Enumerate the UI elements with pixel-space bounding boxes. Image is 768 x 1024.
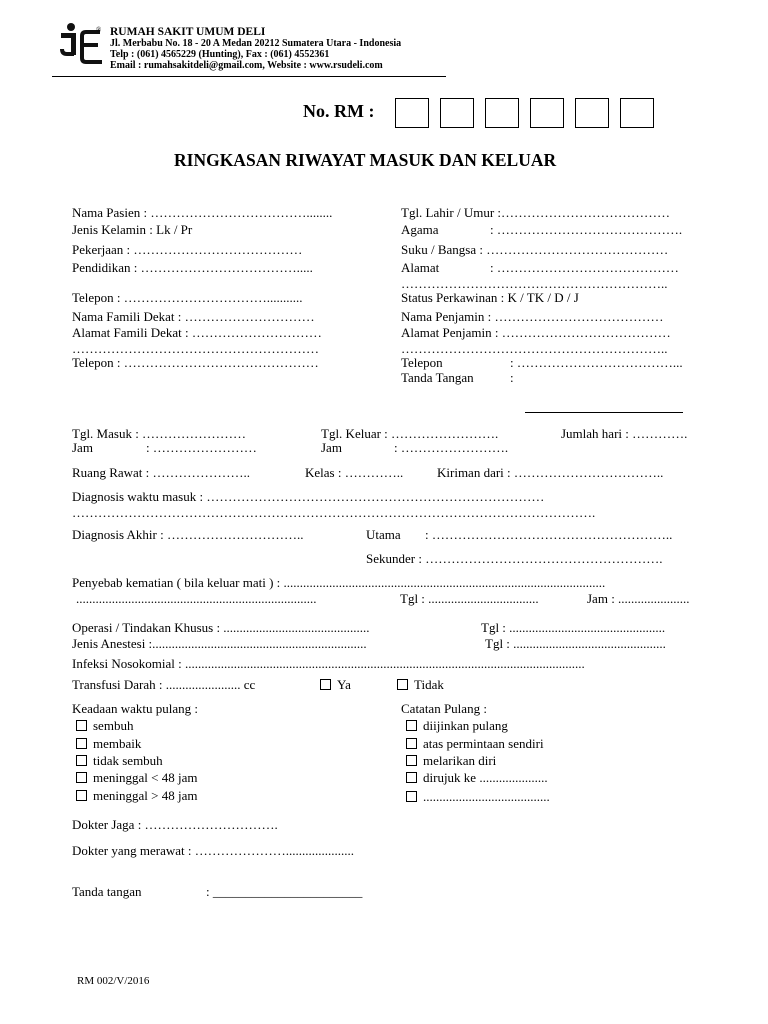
keadaan-option-meninggal-kurang[interactable]: meninggal < 48 jam bbox=[76, 770, 197, 785]
alamat-famili-cont[interactable]: ………………………………………………… bbox=[72, 341, 319, 356]
checkbox-icon[interactable] bbox=[76, 720, 87, 731]
catatan-option-diijinkan[interactable]: diijinkan pulang bbox=[406, 718, 508, 733]
checkbox-icon[interactable] bbox=[76, 772, 87, 783]
checkbox-icon[interactable] bbox=[76, 790, 87, 801]
dokter-merawat-field[interactable]: Dokter yang merawat : …………………..................... bbox=[72, 843, 354, 858]
anestesi-tgl-field[interactable]: Tgl : ............................................... bbox=[485, 636, 666, 651]
rm-digit-box-4[interactable] bbox=[530, 98, 564, 128]
checkbox-icon[interactable] bbox=[406, 738, 417, 749]
diagnosis-masuk-cont[interactable]: …………………………………………………………………………………………………………. bbox=[72, 505, 596, 520]
diagnosis-akhir-field[interactable]: Diagnosis Akhir : ………………………….. bbox=[72, 527, 304, 542]
tanda-tangan-penjamin-label: Tanda Tangan bbox=[401, 370, 474, 385]
penyebab-kematian-cont[interactable]: .......................................................................... bbox=[76, 591, 317, 606]
kelas-field[interactable]: Kelas : ………….. bbox=[305, 465, 404, 480]
dokter-jaga-field[interactable]: Dokter Jaga : …………………………. bbox=[72, 817, 278, 832]
pekerjaan-field[interactable]: Pekerjaan : ………………………………… bbox=[72, 242, 303, 257]
checkbox-icon[interactable] bbox=[406, 772, 417, 783]
checkbox-icon[interactable] bbox=[406, 791, 417, 802]
hospital-phone: Telp : (061) 4565229 (Hunting), Fax : (061) 4552361 bbox=[110, 49, 330, 60]
jam-keluar-label: Jam bbox=[321, 440, 342, 455]
keadaan-option-tidak-sembuh[interactable]: tidak sembuh bbox=[76, 753, 163, 768]
utama-label: Utama bbox=[366, 527, 401, 542]
alamat-penjamin-field[interactable]: Alamat Penjamin : ………………………………… bbox=[401, 325, 671, 340]
jenis-kelamin-field[interactable]: Jenis Kelamin : Lk / Pr bbox=[72, 222, 193, 237]
form-code: RM 002/V/2016 bbox=[77, 975, 150, 987]
rm-digit-box-2[interactable] bbox=[440, 98, 474, 128]
checkbox-icon[interactable] bbox=[406, 720, 417, 731]
agama-field[interactable]: : ……………………………………. bbox=[490, 222, 683, 237]
alamat-cont[interactable]: …………………………………………………….. bbox=[401, 276, 668, 291]
penyebab-kematian-field[interactable]: Penyebab kematian ( bila keluar mati ) : ................................................................................................... bbox=[72, 575, 606, 590]
nama-pasien-field[interactable]: Nama Pasien : ………………………………........ bbox=[72, 205, 333, 220]
jam-keluar-field[interactable]: : ……………………. bbox=[394, 440, 509, 455]
rm-digit-box-3[interactable] bbox=[485, 98, 519, 128]
catatan-pulang-title: Catatan Pulang : bbox=[401, 701, 487, 716]
nama-penjamin-field[interactable]: Nama Penjamin : ………………………………… bbox=[401, 309, 664, 324]
suku-field[interactable]: Suku / Bangsa : …………………………………… bbox=[401, 242, 669, 257]
infeksi-nosokomial-field[interactable]: Infeksi Nosokomial : ........................................................................................................................... bbox=[72, 656, 585, 671]
tgl-lahir-field[interactable]: Tgl. Lahir / Umur :………………………………… bbox=[401, 205, 671, 220]
tgl-masuk-field[interactable]: Tgl. Masuk : …………………… bbox=[72, 426, 247, 441]
transfusi-darah-field[interactable]: Transfusi Darah : ....................... cc bbox=[72, 677, 256, 692]
tanda-tangan-penjamin-colon: : bbox=[510, 370, 514, 385]
header-divider bbox=[52, 76, 446, 77]
catatan-option-melarikan[interactable]: melarikan diri bbox=[406, 753, 496, 768]
rm-digit-box-1[interactable] bbox=[395, 98, 429, 128]
tanda-tangan-label: Tanda tangan bbox=[72, 884, 142, 899]
form-title: RINGKASAN RIWAYAT MASUK DAN KELUAR bbox=[174, 150, 557, 170]
rm-digit-box-6[interactable] bbox=[620, 98, 654, 128]
operasi-field[interactable]: Operasi / Tindakan Khusus : ............................................. bbox=[72, 620, 370, 635]
hospital-name: RUMAH SAKIT UMUM DELI bbox=[110, 26, 266, 38]
rm-digit-box-5[interactable] bbox=[575, 98, 609, 128]
checkbox-icon[interactable] bbox=[76, 755, 87, 766]
keadaan-pulang-title: Keadaan waktu pulang : bbox=[72, 701, 198, 716]
catatan-option-lainnya[interactable]: ....................................... bbox=[406, 789, 550, 804]
transfusi-tidak-option[interactable] bbox=[397, 677, 444, 692]
jumlah-hari-field[interactable]: Jumlah hari : …………. bbox=[561, 426, 688, 441]
registered-mark: ® bbox=[96, 26, 102, 34]
hospital-email: Email : rumahsakitdeli@gmail.com, Website : www.rsudeli.com bbox=[110, 60, 383, 71]
checkbox-icon[interactable] bbox=[406, 755, 417, 766]
alamat-field[interactable]: : …………………………………… bbox=[490, 260, 679, 275]
utama-field[interactable]: : ……………………………………………….. bbox=[425, 527, 673, 542]
kematian-tgl-field[interactable]: Tgl : .................................. bbox=[400, 591, 539, 606]
telepon-field[interactable]: Telepon : ……………………………........... bbox=[72, 290, 303, 305]
alamat-label: Alamat bbox=[401, 260, 440, 275]
telepon-famili-field[interactable]: Telepon : ……………………………………… bbox=[72, 355, 319, 370]
nama-famili-field[interactable]: Nama Famili Dekat : ………………………… bbox=[72, 309, 315, 324]
kematian-jam-field[interactable]: Jam : ...................... bbox=[587, 591, 690, 606]
hospital-address: Jl. Merbabu No. 18 - 20 A Medan 20212 Sumatera Utara - Indonesia bbox=[110, 38, 402, 49]
jam-masuk-label: Jam bbox=[72, 440, 93, 455]
checkbox-icon[interactable] bbox=[320, 679, 331, 690]
checkbox-icon[interactable] bbox=[397, 679, 408, 690]
keadaan-option-membaik[interactable]: membaik bbox=[76, 736, 141, 751]
penjamin-signature-line[interactable] bbox=[525, 412, 683, 413]
tgl-keluar-field[interactable]: Tgl. Keluar : ……………………. bbox=[321, 426, 499, 441]
rm-label: No. RM : bbox=[303, 101, 375, 121]
pendidikan-field[interactable]: Pendidikan : ………………………………..... bbox=[72, 260, 313, 275]
agama-label: Agama bbox=[401, 222, 439, 237]
status-perkawinan-field[interactable]: Status Perkawinan : K / TK / D / J bbox=[401, 290, 579, 305]
telepon-penjamin-label: Telepon bbox=[401, 355, 443, 370]
operasi-tgl-field[interactable]: Tgl : ................................................ bbox=[481, 620, 666, 635]
catatan-option-dirujuk[interactable]: dirujuk ke ..................... bbox=[406, 770, 548, 785]
telepon-penjamin-field[interactable]: : ………………………………... bbox=[510, 355, 683, 370]
keadaan-option-meninggal-lebih[interactable]: meninggal > 48 jam bbox=[76, 788, 197, 803]
sekunder-field[interactable]: Sekunder : ………………………………………………. bbox=[366, 551, 663, 566]
tanda-tangan-field[interactable]: : _______________________ bbox=[206, 884, 363, 899]
diagnosis-masuk-field[interactable]: Diagnosis waktu masuk : …………………………………………………………………… bbox=[72, 489, 545, 504]
jam-masuk-field[interactable]: : …………………… bbox=[146, 440, 257, 455]
kiriman-dari-field[interactable]: Kiriman dari : …………………………….. bbox=[437, 465, 664, 480]
alamat-famili-field[interactable]: Alamat Famili Dekat : ………………………… bbox=[72, 325, 322, 340]
catatan-option-aps[interactable]: atas permintaan sendiri bbox=[406, 736, 544, 751]
ruang-rawat-field[interactable]: Ruang Rawat : ………………….. bbox=[72, 465, 251, 480]
anestesi-field[interactable]: Jenis Anestesi :.................................................................. bbox=[72, 636, 367, 651]
tidak-label: Tidak bbox=[414, 677, 444, 692]
checkbox-icon[interactable] bbox=[76, 738, 87, 749]
alamat-penjamin-cont[interactable]: …………………………………………………….. bbox=[401, 341, 668, 356]
keadaan-option-sembuh[interactable]: sembuh bbox=[76, 718, 133, 733]
ya-label: Ya bbox=[337, 677, 351, 692]
transfusi-ya-option[interactable] bbox=[320, 677, 351, 692]
